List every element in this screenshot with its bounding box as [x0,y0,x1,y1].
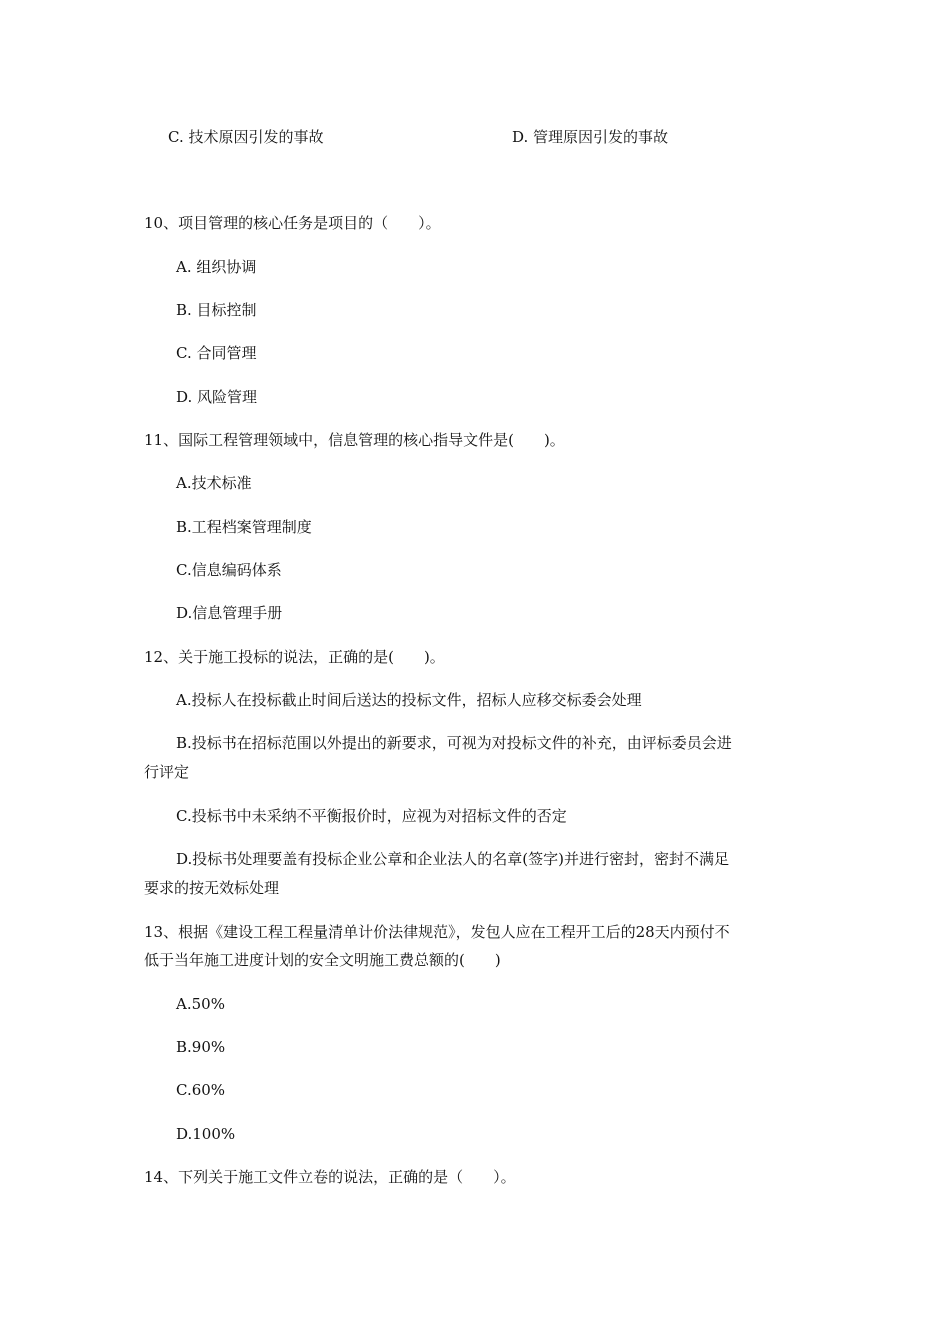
question-10-stem: 10、项目管理的核心任务是项目的（ ）。 [144,214,441,232]
question-13-option-d: D.100% [176,1125,236,1143]
question-10-option-b: B. 目标控制 [176,301,257,319]
option-d-top: D. 管理原因引发的事故 [512,128,669,146]
question-11-option-d: D.信息管理手册 [176,604,283,622]
question-12-stem: 12、关于施工投标的说法，正确的是( )。 [144,648,445,666]
question-14-stem: 14、下列关于施工文件立卷的说法，正确的是（ ）。 [144,1168,516,1186]
question-11-option-a: A.技术标准 [176,474,252,492]
option-c-top: C. 技术原因引发的事故 [168,128,324,146]
question-13-stem-line1: 13、根据《建设工程工程量清单计价法律规范》，发包人应在工程开工后的28天内预付不 [144,923,730,941]
question-13-option-c: C.60% [176,1081,226,1099]
question-12-option-b-line2: 行评定 [144,763,190,781]
question-10-option-d: D. 风险管理 [176,388,258,406]
question-11-stem: 11、国际工程管理领域中，信息管理的核心指导文件是( )。 [144,431,565,449]
question-11-option-b: B.工程档案管理制度 [176,518,312,536]
question-12-option-a: A.投标人在投标截止时间后送达的投标文件，招标人应移交标委会处理 [176,691,642,709]
question-12-option-d-line1: D.投标书处理要盖有投标企业公章和企业法人的名章(签字)并进行密封，密封不满足 [176,850,729,868]
question-13-option-b: B.90% [176,1038,226,1056]
question-10-option-a: A. 组织协调 [176,258,257,276]
question-11-option-c: C.信息编码体系 [176,561,282,579]
question-12-option-b-line1: B.投标书在招标范围以外提出的新要求，可视为对投标文件的补充，由评标委员会进 [176,734,732,752]
question-12-option-d-line2: 要求的按无效标处理 [144,879,280,897]
question-10-option-c: C. 合同管理 [176,344,257,362]
question-13-stem-line2: 低于当年施工进度计划的安全文明施工费总额的( ) [144,951,501,969]
question-12-option-c: C.投标书中未采纳不平衡报价时，应视为对招标文件的否定 [176,807,567,825]
question-13-option-a: A.50% [176,995,225,1013]
